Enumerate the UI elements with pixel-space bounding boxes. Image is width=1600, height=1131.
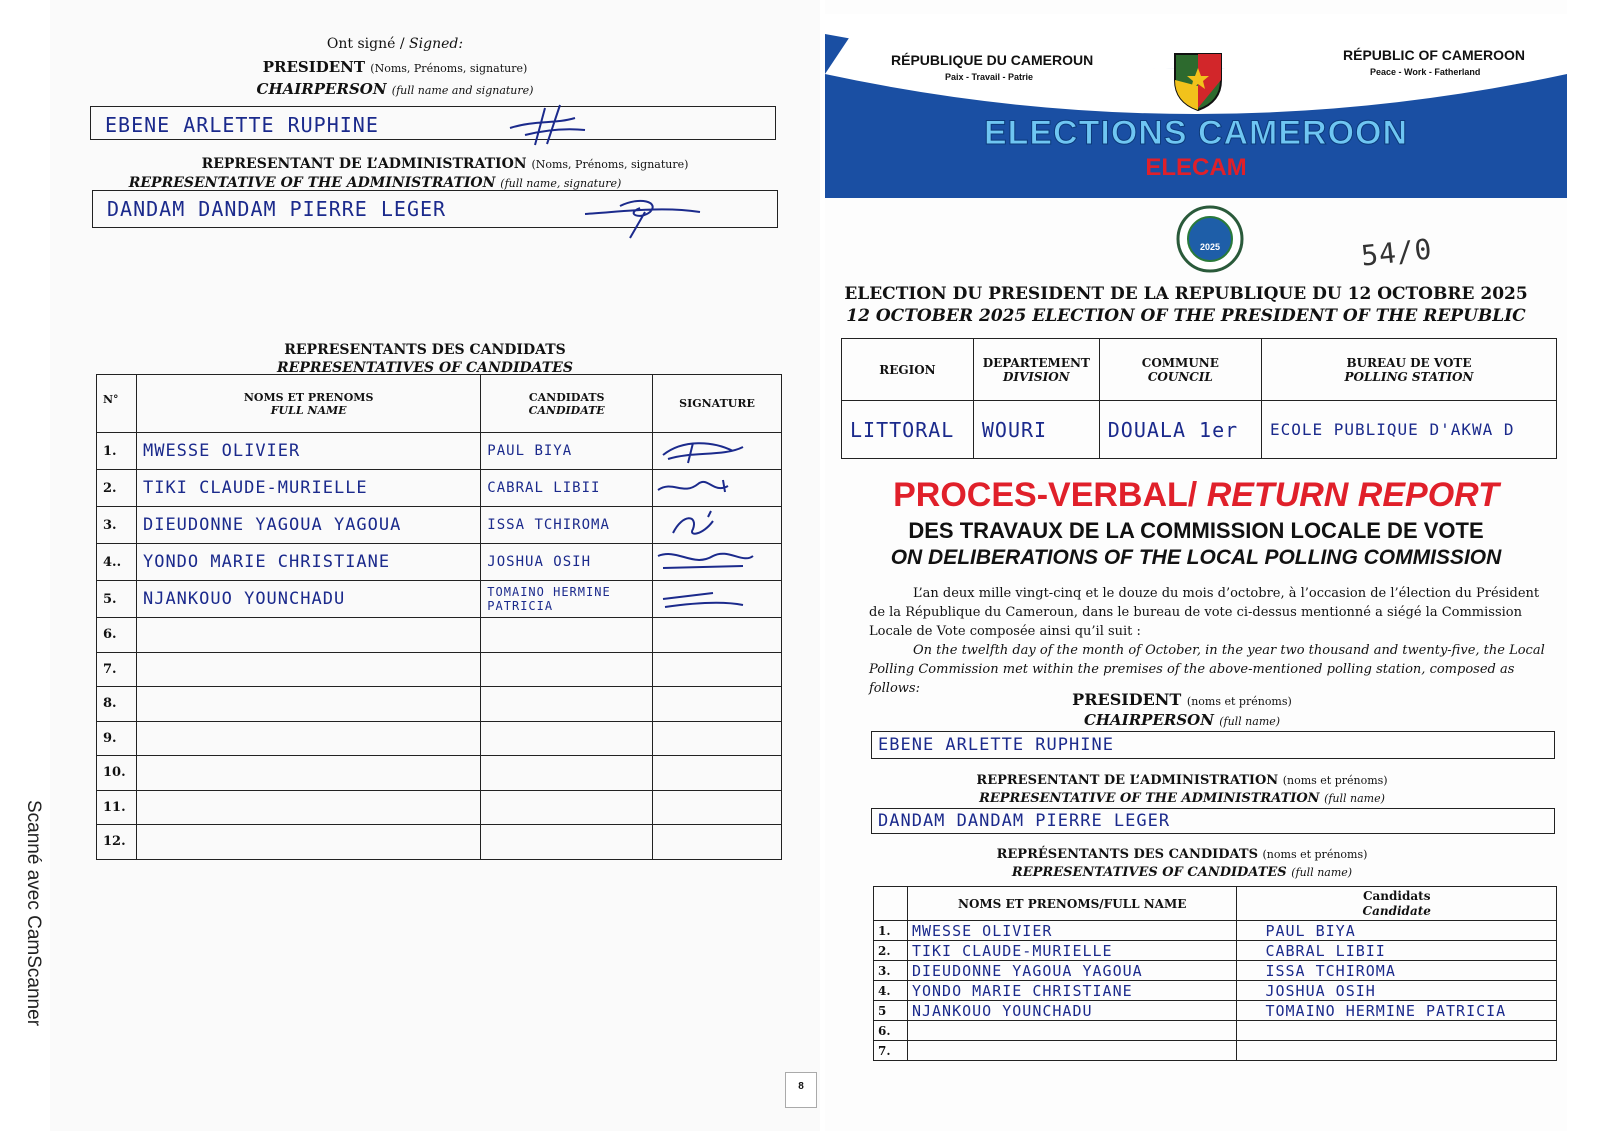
right-admin-label: REPRESENTANT DE L’ADMINISTRATION bbox=[976, 773, 1279, 788]
info-header-en: COUNCIL bbox=[1147, 369, 1213, 384]
elecam-seal-icon bbox=[1175, 204, 1245, 274]
row-rep-name: NJANKOUO YOUNCHADU bbox=[907, 1001, 1237, 1021]
handwritten-signature bbox=[653, 544, 763, 576]
camscanner-watermark: Scanné avec CamScanner bbox=[23, 800, 44, 1027]
right-admin-heading bbox=[811, 773, 1553, 788]
table-row bbox=[97, 721, 782, 756]
row-rep-name: TIKI CLAUDE-MURIELLE bbox=[907, 941, 1237, 961]
right-cand-heading bbox=[811, 847, 1553, 862]
row-candidate bbox=[1237, 1041, 1557, 1061]
election-title-en: 12 OCTOBER 2025 ELECTION OF THE PRESIDENT OF THE REPUBLIC bbox=[846, 306, 1526, 326]
row-candidate bbox=[481, 756, 653, 791]
row-rep-name bbox=[907, 1041, 1237, 1061]
handwritten-code: 54/0 bbox=[1359, 232, 1434, 273]
return-title-fr: PROCES-VERBAL/ bbox=[893, 476, 1207, 514]
motto-fr: Paix - Travail - Patrie bbox=[945, 72, 1034, 82]
admin-signature bbox=[580, 192, 710, 242]
right-admin-sub-en: (full name) bbox=[1324, 792, 1385, 805]
chairperson-heading bbox=[10, 80, 780, 98]
right-chairperson-heading bbox=[811, 711, 1553, 729]
republic-en: RÉPUBLIC OF CAMEROON bbox=[1343, 47, 1525, 63]
row-signature bbox=[653, 721, 782, 756]
admin-sub-en: (full name, signature) bbox=[500, 177, 622, 190]
row-candidate bbox=[481, 825, 653, 860]
row-rep-name bbox=[136, 756, 480, 791]
president-signature bbox=[505, 100, 595, 150]
row-candidate: TOMAINO HERMINE PATRICIA bbox=[481, 581, 653, 618]
table-row bbox=[874, 1001, 1557, 1021]
info-header-fr: REGION bbox=[879, 362, 936, 377]
row-rep-name bbox=[907, 1021, 1237, 1041]
table-row bbox=[97, 687, 782, 722]
info-header-cell bbox=[1099, 339, 1261, 401]
cameroon-coat-of-arms-icon bbox=[1165, 46, 1231, 112]
info-header-fr: BUREAU DE VOTE bbox=[1346, 355, 1472, 370]
signed-label bbox=[10, 36, 780, 52]
seal-year: 2025 bbox=[1199, 242, 1221, 252]
intro-fr: L’an deux mille vingt-cinq et le douze du mois d’octobre, à l’occasion de l’élection du Président de la République du Cameroun, dans le bureau de vote ci-dessus mentionné a siégé la Commission Locale de Vote composée ainsi qu’il suit : bbox=[869, 586, 1540, 639]
table-row bbox=[97, 618, 782, 653]
right-cand-title-en: REPRESENTATIVES OF CANDIDATES bbox=[1011, 865, 1287, 880]
candidates-title: REPRESENTANTS DES CANDIDATS bbox=[284, 342, 566, 358]
info-header-fr: DEPARTEMENT bbox=[982, 355, 1090, 370]
info-header-cell bbox=[973, 339, 1099, 401]
row-rep-name bbox=[136, 618, 480, 653]
row-signature bbox=[653, 470, 782, 507]
row-signature bbox=[653, 544, 782, 581]
row-signature bbox=[653, 687, 782, 722]
right-cand-header-row bbox=[874, 887, 1557, 921]
col-name-fr: NOMS ET PRENOMS bbox=[243, 390, 374, 404]
table-row bbox=[874, 1021, 1557, 1041]
return-title-en: RETURN REPORT bbox=[1206, 476, 1499, 514]
row-rep-name: TIKI CLAUDE-MURIELLE bbox=[136, 470, 480, 507]
row-candidate: ISSA TCHIROMA bbox=[481, 507, 653, 544]
table-row bbox=[874, 981, 1557, 1001]
row-rep-name bbox=[136, 652, 480, 687]
polling-info-table bbox=[841, 338, 1557, 459]
admin-label: REPRESENTANT DE L’ADMINISTRATION bbox=[201, 156, 527, 172]
table-row bbox=[874, 921, 1557, 941]
row-signature bbox=[653, 756, 782, 791]
row-candidate: JOSHUA OSIH bbox=[1237, 981, 1557, 1001]
row-number: 2. bbox=[874, 941, 908, 961]
table-row bbox=[97, 825, 782, 860]
admin-name: DANDAM DANDAM PIERRE LEGER bbox=[107, 197, 447, 221]
table-row bbox=[97, 790, 782, 825]
row-candidate: CABRAL LIBII bbox=[1237, 941, 1557, 961]
info-header-fr: COMMUNE bbox=[1141, 355, 1219, 370]
org-name: ELECTIONS CAMEROON bbox=[983, 114, 1409, 152]
right-president-name-box bbox=[871, 731, 1555, 759]
right-admin-heading-en bbox=[811, 791, 1553, 806]
row-number: 7. bbox=[97, 652, 137, 687]
row-candidate bbox=[481, 790, 653, 825]
row-rep-name: YONDO MARIE CHRISTIANE bbox=[136, 544, 480, 581]
row-number: 1. bbox=[97, 433, 137, 470]
right-cand-sub-en: (full name) bbox=[1291, 866, 1353, 879]
row-number: 10. bbox=[97, 756, 137, 791]
right-candidates-table bbox=[873, 886, 1557, 1061]
table-row bbox=[97, 433, 782, 470]
table-row bbox=[874, 941, 1557, 961]
right-col-name-header: NOMS ET PRENOMS/FULL NAME bbox=[907, 887, 1237, 921]
table-row bbox=[97, 507, 782, 544]
row-rep-name: NJANKOUO YOUNCHADU bbox=[136, 581, 480, 618]
subtitle-fr: DES TRAVAUX DE LA COMMISSION LOCALE DE VOTE bbox=[908, 518, 1484, 543]
row-signature bbox=[653, 433, 782, 470]
right-admin-label-en: REPRESENTATIVE OF THE ADMINISTRATION bbox=[979, 791, 1320, 806]
intro-en: On the twelfth day of the month of October, in the year two thousand and twenty-five, the Local Polling Commission met within the premises of the above-mentioned polling station, composed as follows: bbox=[869, 643, 1545, 696]
row-signature bbox=[653, 507, 782, 544]
info-value-cell: DOUALA 1er bbox=[1099, 401, 1261, 459]
row-signature bbox=[653, 581, 782, 618]
info-header-row bbox=[842, 339, 1557, 401]
right-cand-title: REPRÉSENTANTS DES CANDIDATS bbox=[996, 847, 1258, 862]
row-number: 6. bbox=[874, 1021, 908, 1041]
right-admin-name: DANDAM DANDAM PIERRE LEGER bbox=[878, 811, 1171, 831]
row-signature bbox=[653, 790, 782, 825]
row-number: 5. bbox=[97, 581, 137, 618]
row-number: 2. bbox=[97, 470, 137, 507]
table-row bbox=[97, 544, 782, 581]
admin-heading bbox=[60, 156, 830, 172]
info-value-row bbox=[842, 401, 1557, 459]
row-candidate: TOMAINO HERMINE PATRICIA bbox=[1237, 1001, 1557, 1021]
row-candidate bbox=[481, 721, 653, 756]
row-signature bbox=[653, 618, 782, 653]
row-rep-name: MWESSE OLIVIER bbox=[136, 433, 480, 470]
row-signature bbox=[653, 825, 782, 860]
row-candidate: PAUL BIYA bbox=[481, 433, 653, 470]
table-row bbox=[97, 470, 782, 507]
table-row bbox=[97, 652, 782, 687]
col-num-header: N° bbox=[97, 375, 137, 433]
chairperson-sub: (full name and signature) bbox=[391, 84, 534, 97]
right-cand-sub: (noms et prénoms) bbox=[1262, 848, 1368, 861]
right-chairperson-sub: (full name) bbox=[1219, 715, 1281, 728]
row-rep-name bbox=[136, 825, 480, 860]
right-page bbox=[825, 0, 1567, 1131]
chairperson-label: CHAIRPERSON bbox=[256, 80, 387, 98]
table-row bbox=[97, 756, 782, 791]
right-president-name: EBENE ARLETTE RUPHINE bbox=[878, 735, 1114, 755]
row-rep-name bbox=[136, 790, 480, 825]
admin-heading-en bbox=[0, 175, 760, 191]
table-row bbox=[97, 581, 782, 618]
right-chairperson-label: CHAIRPERSON bbox=[1083, 711, 1214, 729]
president-name-box bbox=[90, 106, 776, 140]
row-number: 4.. bbox=[97, 544, 137, 581]
row-number: 7. bbox=[874, 1041, 908, 1061]
row-rep-name bbox=[136, 687, 480, 722]
right-admin-name-box bbox=[871, 808, 1555, 834]
row-number: 11. bbox=[97, 790, 137, 825]
right-col-candidate-en: Candidate bbox=[1362, 903, 1431, 918]
admin-label-en: REPRESENTATIVE OF THE ADMINISTRATION bbox=[128, 175, 496, 191]
row-rep-name: DIEUDONNE YAGOUA YAGOUA bbox=[136, 507, 480, 544]
president-name: EBENE ARLETTE RUPHINE bbox=[105, 113, 379, 137]
info-header-cell bbox=[842, 339, 974, 401]
president-heading bbox=[10, 58, 780, 76]
page-number: 8 bbox=[785, 1072, 817, 1108]
right-col-num-header bbox=[874, 887, 908, 921]
row-number: 8. bbox=[97, 687, 137, 722]
right-president-label: PRESIDENT bbox=[1072, 690, 1182, 709]
subtitle-en: ON DELIBERATIONS OF THE LOCAL POLLING COMMISSION bbox=[890, 546, 1502, 569]
election-title-fr: ELECTION DU PRESIDENT DE LA REPUBLIQUE DU 12 OCTOBRE 2025 bbox=[844, 284, 1528, 304]
info-value-cell: WOURI bbox=[973, 401, 1099, 459]
president-sub: (Noms, Prénoms, signature) bbox=[370, 62, 528, 75]
info-header-cell bbox=[1261, 339, 1556, 401]
handwritten-signature bbox=[653, 433, 763, 465]
row-candidate: PAUL BIYA bbox=[1237, 921, 1557, 941]
info-header-en: POLLING STATION bbox=[1344, 369, 1474, 384]
table-row bbox=[874, 1041, 1557, 1061]
table-row bbox=[874, 961, 1557, 981]
row-candidate: CABRAL LIBII bbox=[481, 470, 653, 507]
row-number: 6. bbox=[97, 618, 137, 653]
row-rep-name: MWESSE OLIVIER bbox=[907, 921, 1237, 941]
return-report-title bbox=[825, 476, 1567, 515]
row-signature bbox=[653, 652, 782, 687]
right-president-sub: (noms et prénoms) bbox=[1186, 695, 1292, 708]
republic-fr: RÉPUBLIQUE DU CAMEROUN bbox=[891, 52, 1094, 68]
right-cand-heading-en bbox=[811, 865, 1553, 880]
col-candidate-header bbox=[481, 375, 653, 433]
row-number: 1. bbox=[874, 921, 908, 941]
left-page bbox=[50, 0, 820, 1131]
col-candidate-fr: CANDIDATS bbox=[528, 390, 605, 404]
row-candidate bbox=[481, 687, 653, 722]
admin-sub: (Noms, Prénoms, signature) bbox=[531, 158, 689, 171]
right-admin-sub: (noms et prénoms) bbox=[1282, 774, 1388, 787]
handwritten-signature bbox=[653, 470, 763, 502]
row-candidate: JOSHUA OSIH bbox=[481, 544, 653, 581]
handwritten-signature bbox=[653, 581, 763, 613]
right-col-candidate-header bbox=[1237, 887, 1557, 921]
row-number: 5 bbox=[874, 1001, 908, 1021]
row-number: 4. bbox=[874, 981, 908, 1001]
org-acronym: ELECAM bbox=[1145, 154, 1247, 181]
motto-en: Peace - Work - Fatherland bbox=[1370, 67, 1481, 77]
row-rep-name: YONDO MARIE CHRISTIANE bbox=[907, 981, 1237, 1001]
president-label: PRESIDENT bbox=[262, 58, 366, 76]
row-candidate: ISSA TCHIROMA bbox=[1237, 961, 1557, 981]
signed-label-fr: Ont signé / bbox=[326, 36, 410, 52]
row-rep-name: DIEUDONNE YAGOUA YAGOUA bbox=[907, 961, 1237, 981]
col-name-header bbox=[136, 375, 480, 433]
row-candidate bbox=[1237, 1021, 1557, 1041]
col-candidate-en: CANDIDATE bbox=[528, 403, 605, 417]
right-col-candidate-fr: Candidats bbox=[1362, 888, 1431, 903]
left-candidates-table bbox=[96, 374, 782, 860]
row-number: 12. bbox=[97, 825, 137, 860]
info-header-en: DIVISION bbox=[1002, 369, 1070, 384]
col-signature-header: SIGNATURE bbox=[653, 375, 782, 433]
row-number: 3. bbox=[874, 961, 908, 981]
intro-paragraph bbox=[869, 584, 1559, 698]
row-candidate bbox=[481, 618, 653, 653]
row-candidate bbox=[481, 652, 653, 687]
row-rep-name bbox=[136, 721, 480, 756]
handwritten-signature bbox=[653, 507, 763, 539]
col-name-en: FULL NAME bbox=[270, 403, 347, 417]
info-value-cell: ECOLE PUBLIQUE D'AKWA D bbox=[1261, 401, 1556, 459]
table-header-row bbox=[97, 375, 782, 433]
signed-label-en: Signed: bbox=[409, 36, 464, 52]
right-president-heading bbox=[811, 690, 1553, 709]
row-number: 3. bbox=[97, 507, 137, 544]
row-number: 9. bbox=[97, 721, 137, 756]
candidates-title-en: REPRESENTATIVES OF CANDIDATES bbox=[277, 360, 573, 376]
info-value-cell: LITTORAL bbox=[842, 401, 974, 459]
